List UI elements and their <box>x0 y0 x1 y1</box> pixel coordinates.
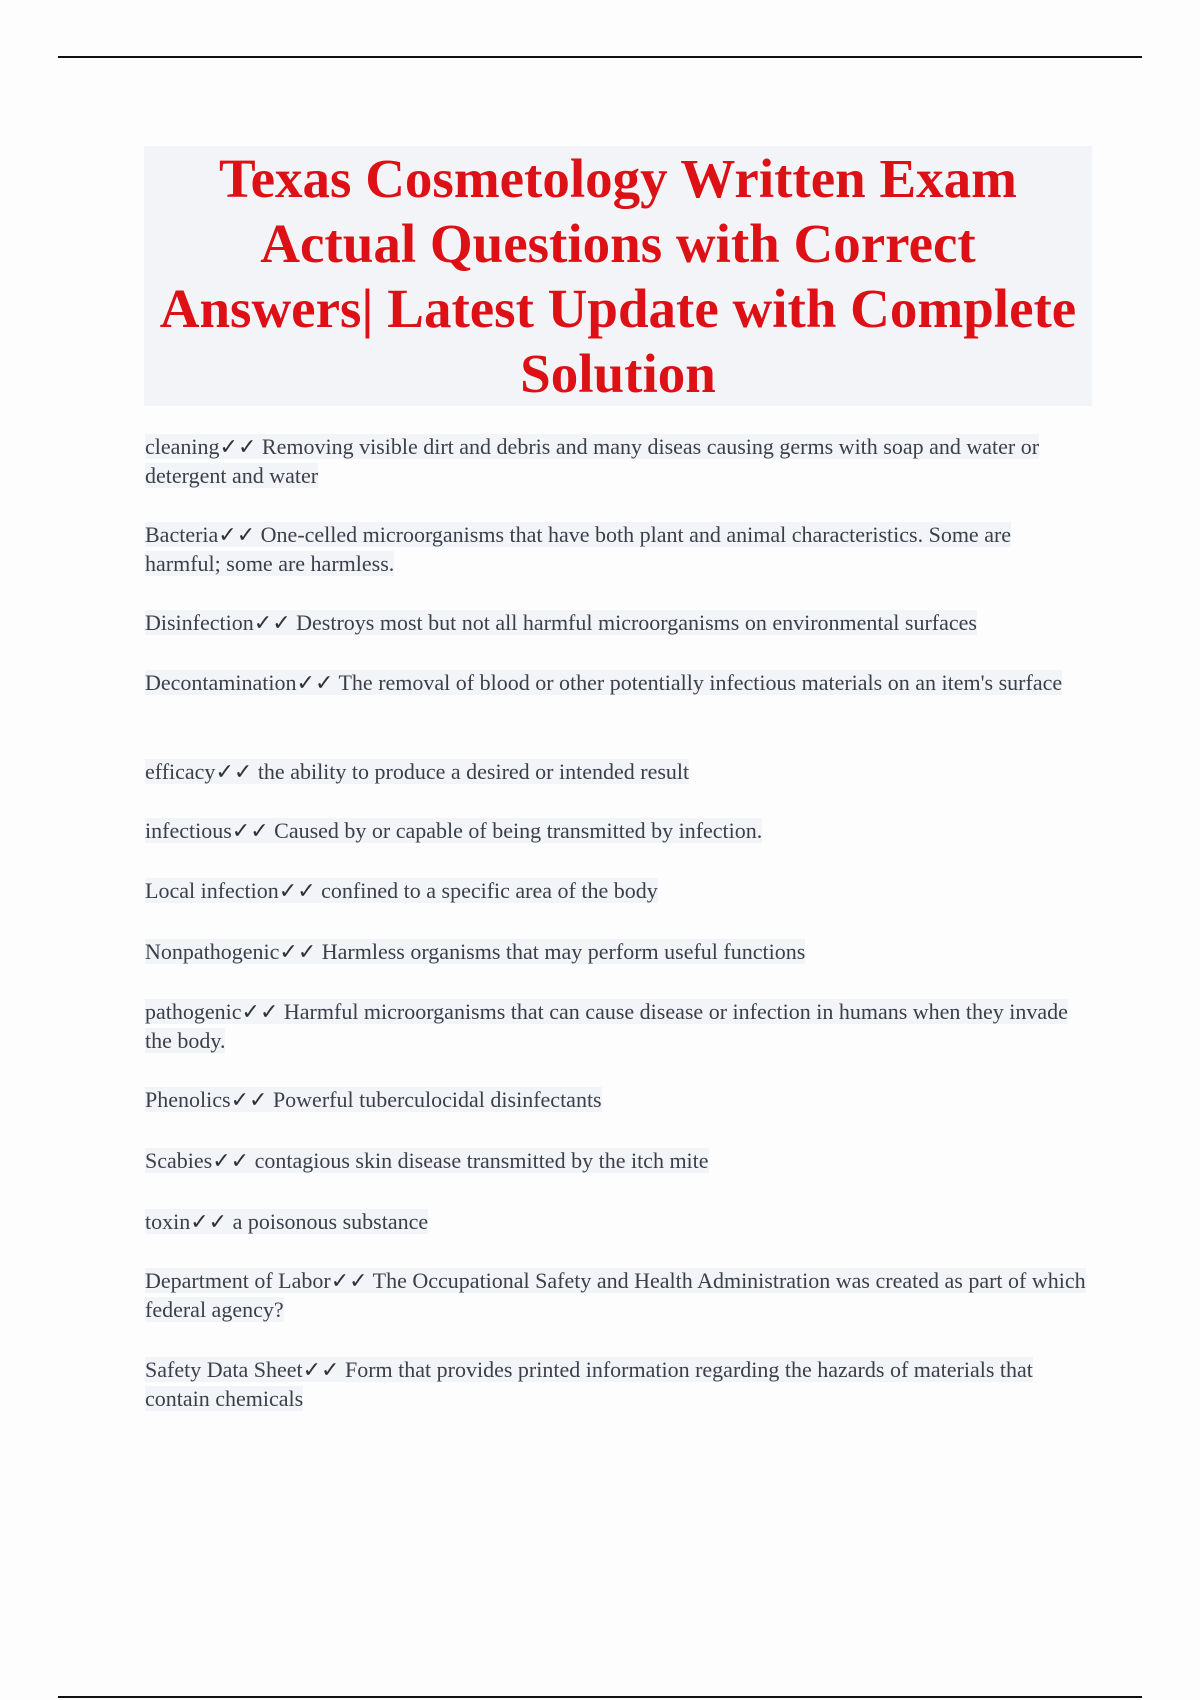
qa-definition: Removing visible dirt and debris and many diseas causing germs with soap and water or detergent and water <box>145 434 1040 488</box>
qa-item <box>145 1355 1091 1413</box>
qa-definition: Form that provides printed information regarding the hazards of materials that contain chemicals <box>145 1357 1033 1411</box>
qa-definition: The Occupational Safety and Health Administration was created as part of which federal agency? <box>145 1268 1086 1322</box>
qa-definition: Powerful tuberculocidal disinfectants <box>267 1087 602 1112</box>
check-mark-icon: ✓✓ <box>278 878 316 903</box>
qa-term: toxin <box>145 1209 191 1234</box>
qa-term: Scabies <box>145 1148 213 1173</box>
qa-definition: contagious skin disease transmitted by the itch mite <box>249 1148 709 1173</box>
qa-definition: One-celled microorganisms that have both plant and animal characteristics. Some are harmful; some are harmless. <box>145 522 1012 576</box>
check-mark-icon: ✓✓ <box>230 1087 268 1112</box>
document-title <box>144 146 1092 406</box>
qa-definition: confined to a specific area of the body <box>315 878 658 903</box>
qa-term: Bacteria <box>145 522 219 547</box>
check-mark-icon: ✓✓ <box>190 1209 228 1234</box>
qa-term: Disinfection <box>145 610 254 635</box>
check-mark-icon: ✓✓ <box>241 999 279 1024</box>
qa-item <box>145 816 762 845</box>
qa-item <box>145 1085 602 1114</box>
qa-term: Department of Labor <box>145 1268 331 1293</box>
qa-item <box>145 520 1091 578</box>
qa-item <box>145 1146 709 1175</box>
qa-item <box>145 608 977 637</box>
top-rule <box>58 56 1142 58</box>
title-line-3: Answers| Latest Update with Complete <box>159 278 1077 339</box>
qa-term: pathogenic <box>145 999 242 1024</box>
check-mark-icon: ✓✓ <box>330 1268 368 1293</box>
qa-definition: Destroys most but not all harmful microorganisms on environmental surfaces <box>290 610 977 635</box>
qa-term: Nonpathogenic <box>145 939 280 964</box>
qa-term: Decontamination <box>145 670 297 695</box>
qa-definition: The removal of blood or other potentially infectious materials on an item's surface <box>333 670 1063 695</box>
qa-definition: Harmless organisms that may perform useful functions <box>316 939 806 964</box>
qa-item <box>145 876 658 905</box>
check-mark-icon: ✓✓ <box>215 759 253 784</box>
check-mark-icon: ✓✓ <box>219 434 257 459</box>
title-line-1: Texas Cosmetology Written Exam <box>219 148 1017 209</box>
qa-item <box>145 1207 428 1236</box>
qa-definition: a poisonous substance <box>227 1209 429 1234</box>
qa-definition: Caused by or capable of being transmitted by infection. <box>268 818 763 843</box>
qa-item <box>145 668 1062 697</box>
title-line-4: Solution <box>520 343 716 404</box>
check-mark-icon: ✓✓ <box>302 1357 340 1382</box>
qa-item <box>145 1266 1091 1324</box>
qa-term: cleaning <box>145 434 220 459</box>
check-mark-icon: ✓✓ <box>279 939 317 964</box>
check-mark-icon: ✓✓ <box>253 610 291 635</box>
qa-definition: the ability to produce a desired or intended result <box>252 759 690 784</box>
qa-term: efficacy <box>145 759 216 784</box>
qa-term: Safety Data Sheet <box>145 1357 303 1382</box>
check-mark-icon: ✓✓ <box>231 818 269 843</box>
qa-term: infectious <box>145 818 232 843</box>
check-mark-icon: ✓✓ <box>218 522 256 547</box>
qa-item <box>145 432 1091 490</box>
qa-definition: Harmful microorganisms that can cause disease or infection in humans when they invade the body. <box>145 999 1068 1053</box>
qa-term: Phenolics <box>145 1087 231 1112</box>
title-line-2: Actual Questions with Correct <box>260 213 976 274</box>
qa-item <box>145 937 805 966</box>
check-mark-icon: ✓✓ <box>212 1148 250 1173</box>
check-mark-icon: ✓✓ <box>296 670 334 695</box>
qa-item <box>145 997 1091 1055</box>
qa-term: Local infection <box>145 878 279 903</box>
qa-item <box>145 757 689 786</box>
bottom-rule <box>58 1696 1142 1698</box>
